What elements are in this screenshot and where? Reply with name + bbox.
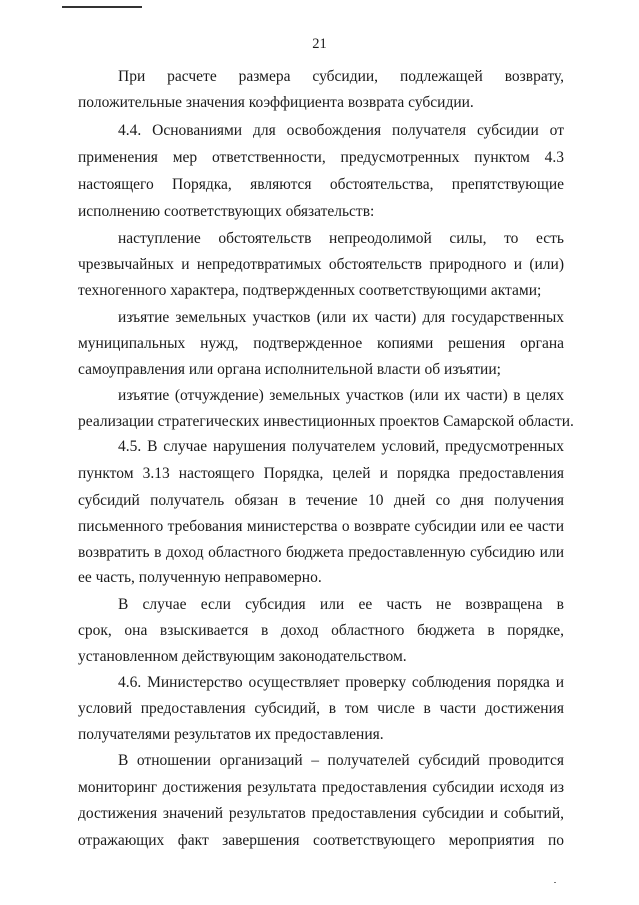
text-line: изъятие (отчуждение) земельных участков (или их части) в целях [118,387,564,404]
text-line: отражающих факт завершения соответствующего мероприятия по [78,832,564,849]
scan-speck [554,882,556,883]
text-line: чрезвычайных и непредотвратимых обстоятельств природного и (или) [78,256,564,273]
text-line: положительные значения коэффициента возврата субсидии. [78,94,474,111]
text-line: реализации стратегических инвестиционных проектов Самарской области. [78,413,574,430]
text-line: При расчете размера субсидии, подлежащей возврату, [118,68,564,85]
text-line: исполнению соответствующих обязательств: [78,203,375,220]
text-line: муниципальных нужд, подтвержденное копиями решения органа [78,335,564,352]
text-line: достижения значений результатов предоставления субсидии и событий, [78,805,564,822]
text-line: техногенного характера, подтвержденных соответствующими актами; [78,282,542,299]
text-line: наступление обстоятельств непреодолимой силы, то есть [118,230,564,247]
text-line: самоуправления или органа исполнительной власти об изъятии; [78,361,501,378]
text-line: изъятие земельных участков (или их части) для государственных [118,309,564,326]
text-line: 4.6. Министерство осуществляет проверку соблюдения порядка и [118,674,564,691]
text-line: настоящего Порядка, являются обстоятельства, препятствующие [78,176,564,193]
text-line: установленном действующим законодательством. [78,648,407,665]
text-line: 4.5. В случае нарушения получателем условий, предусмотренных [118,438,564,455]
text-line: субсидий получатель обязан в течение 10 дней со дня получения [78,492,564,509]
text-line: В случае если субсидия или ее часть не возвращена в [118,596,564,613]
text-line: получателями результатов их предоставления. [78,726,384,743]
page-number: 21 [312,36,327,52]
text-line: возвратить в доход областного бюджета предоставленную субсидию или [78,544,564,561]
text-line: мониторинг достижения результата предоставления субсидии исходя из [78,779,564,796]
text-line: условий предоставления субсидий, в том числе в части достижения [78,700,564,717]
top-edge-mark [62,6,142,8]
text-line: 4.4. Основаниями для освобождения получателя субсидии от [118,122,564,139]
text-line: В отношении организаций – получателей субсидий проводится [118,752,564,769]
text-line: ее часть, полученную неправомерно. [78,569,322,586]
text-line: срок, она взыскивается в доход областного бюджета в порядке, [78,622,564,639]
text-line: применения мер ответственности, предусмотренных пунктом 4.3 [78,149,564,166]
text-line: письменного требования министерства о возврате субсидии или ее части [78,518,564,535]
text-line: пунктом 3.13 настоящего Порядка, целей и порядка предоставления [78,465,564,482]
